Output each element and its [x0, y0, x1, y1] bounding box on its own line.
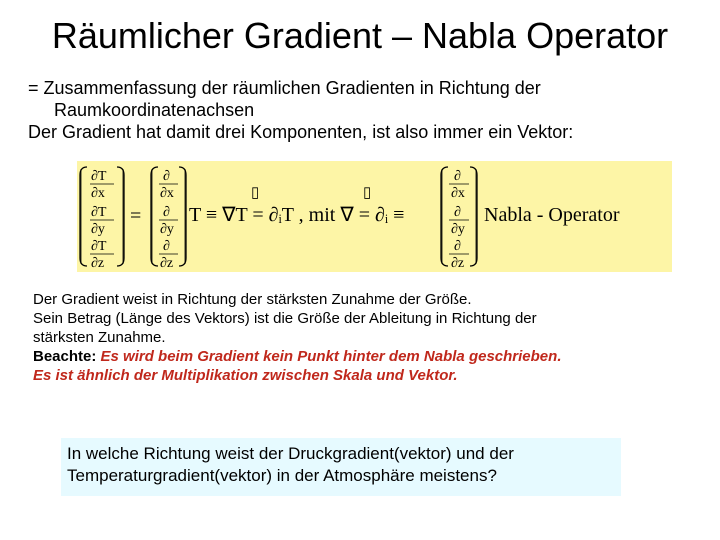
- partial-y-bottom: ∂y: [160, 222, 174, 237]
- intro-line-3: Der Gradient hat damit drei Komponenten, ist also immer ein Vektor:: [28, 122, 574, 142]
- partial-z-top: ∂: [163, 239, 170, 254]
- note-text-1: Es wird beim Gradient kein Punkt hinter dem Nabla geschrieben.: [100, 348, 562, 365]
- explanation-line-1: Der Gradient weist in Richtung der stärksten Zunahme der Größe.: [33, 291, 472, 308]
- component-dz: ∂z: [91, 256, 105, 271]
- note-line-1: [33, 347, 713, 366]
- component-dx: ∂x: [91, 186, 105, 201]
- nabla-vector-middle: [151, 167, 186, 271]
- explanation-line-2: Sein Betrag (Länge des Vektors) ist die Größe der Ableitung in Richtung der: [33, 310, 537, 327]
- intro-text: [28, 77, 708, 143]
- component-dT-x: ∂T: [91, 169, 107, 184]
- component-dy: ∂y: [91, 222, 105, 237]
- equals-sign-1: =: [130, 205, 142, 227]
- formula-box: [77, 161, 672, 272]
- note-label: Beachte:: [33, 348, 97, 365]
- right-partial-y-bottom: ∂y: [451, 222, 465, 237]
- partial-x-top: ∂: [163, 169, 170, 184]
- gradient-vector-left: [80, 167, 124, 271]
- question-line-2: Temperaturgradient(vektor) in der Atmosphäre meistens?: [67, 466, 497, 485]
- right-partial-x-top: ∂: [454, 169, 461, 184]
- nabla-vector-right: [441, 167, 477, 271]
- component-dT-y: ∂T: [91, 205, 107, 220]
- gradient-expression: T ≡ ∇T = ∂ᵢT , mit ∇ = ∂ᵢ ≡: [189, 204, 405, 226]
- missing-glyph-1: ▯: [251, 185, 260, 201]
- operator-label: Nabla - Operator: [484, 204, 620, 226]
- explanation-text: [33, 290, 713, 385]
- right-partial-z-top: ∂: [454, 239, 461, 254]
- partial-z-bottom: ∂z: [160, 256, 174, 271]
- slide-title: Räumlicher Gradient – Nabla Operator: [51, 15, 669, 56]
- explanation-line-3: stärksten Zunahme.: [33, 329, 166, 346]
- component-dT-z: ∂T: [91, 239, 107, 254]
- right-partial-z-bottom: ∂z: [451, 256, 465, 271]
- right-partial-x-bottom: ∂x: [451, 186, 465, 201]
- missing-glyph-2: ▯: [363, 185, 372, 201]
- intro-line-2: Raumkoordinatenachsen: [54, 100, 255, 120]
- question-line-1: In welche Richtung weist der Druckgradient(vektor) und der: [67, 444, 514, 463]
- partial-y-top: ∂: [163, 205, 170, 220]
- note-text-2: Es ist ähnlich der Multiplikation zwischen Skala und Vektor.: [33, 367, 458, 384]
- question-box: [61, 438, 621, 496]
- intro-line-1: = Zusammenfassung der räumlichen Gradienten in Richtung der: [28, 78, 541, 98]
- gradient-formula: [77, 161, 672, 272]
- right-partial-y-top: ∂: [454, 205, 461, 220]
- partial-x-bottom: ∂x: [160, 186, 174, 201]
